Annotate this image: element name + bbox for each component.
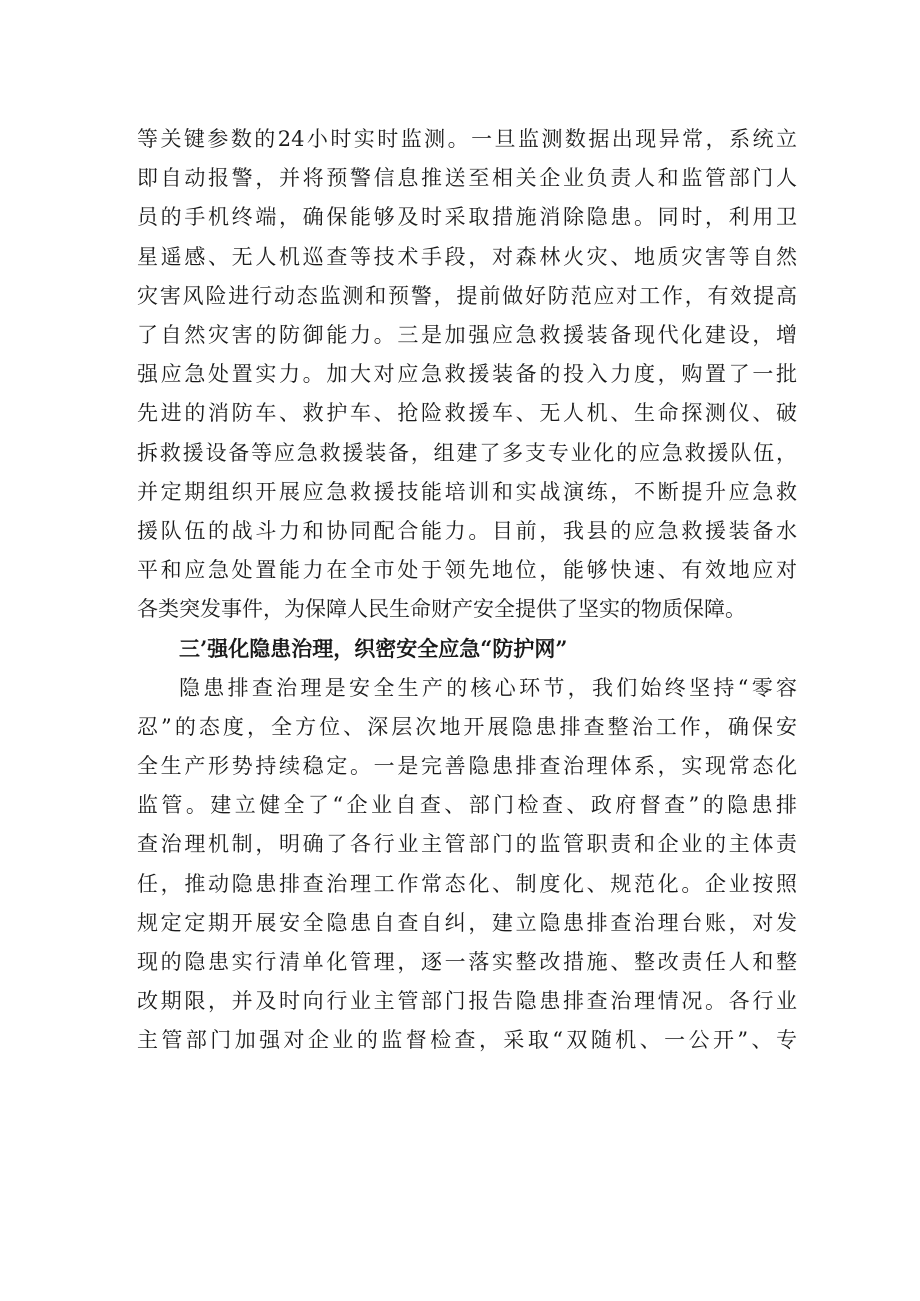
body-line: 了自然灾害的防御能力。三是加强应急救援装备现代化建设，增 (137, 322, 797, 347)
document-body (137, 120, 797, 1061)
body-line: 查治理机制，明确了各行业主管部门的监管职责和企业的主体责 (137, 832, 797, 857)
body-line: 灾害风险进行动态监测和预警，提前做好防范应对工作，有效提高 (137, 283, 797, 308)
body-line: 先进的消防车、救护车、抢险救援车、无人机、生命探测仪、破 (137, 401, 797, 426)
body-line: 改期限，并及时向行业主管部门报告隐患排查治理情况。各行业 (137, 989, 797, 1014)
body-line: 现的隐患实行清单化管理，逐一落实整改措施、整改责任人和整 (137, 949, 797, 974)
section-heading: 三’强化隐患治理，织密安全应急“防护网” (179, 636, 568, 662)
body-line: 拆救援设备等应急救援装备，组建了多支专业化的应急救援队伍， (137, 440, 797, 465)
body-line: 全生产形势持续稳定。一是完善隐患排查治理体系，实现常态化 (137, 754, 797, 778)
body-line: 主管部门加强对企业的监督检查，采取“双随机、一公开”、专 (137, 1028, 797, 1053)
body-line: 任，推动隐患排查治理工作常态化、制度化、规范化。企业按照 (137, 871, 797, 896)
body-line: 即自动报警，并将预警信息推送至相关企业负责人和监管部门人 (137, 166, 797, 191)
body-line: 等关键参数的24小时实时监测。一旦监测数据出现异常，系统立 (137, 127, 797, 151)
body-line: 强应急处置实力。加大对应急救援装备的投入力度，购置了一批 (137, 362, 797, 387)
body-line: 隐患排查治理是安全生产的核心环节，我们始终坚持“零容 (179, 675, 797, 700)
body-line: 援队伍的战斗力和协同配合能力。目前，我县的应急救援装备水 (137, 518, 797, 543)
body-line: 员的手机终端，确保能够及时采取措施消除隐患。同时，利用卫 (137, 205, 797, 230)
body-line: 星遥感、无人机巡查等技术手段，对森林火灾、地质灾害等自然 (137, 244, 797, 269)
body-line: 平和应急处置能力在全市处于领先地位，能够快速、有效地应对 (137, 558, 797, 583)
body-line: 规定定期开展安全隐患自查自纠，建立隐患排查治理台账，对发 (137, 910, 797, 935)
body-line: 监管。建立健全了“企业自查、部门检查、政府督查”的隐患排 (137, 793, 797, 818)
body-line: 各类突发事件，为保障人民生命财产安全提供了坚实的物质保障。 (137, 597, 746, 622)
body-line: 忍”的态度，全方位、深层次地开展隐患排查整治工作，确保安 (137, 714, 797, 739)
body-line: 并定期组织开展应急救援技能培训和实战演练，不断提升应急救 (137, 479, 797, 504)
